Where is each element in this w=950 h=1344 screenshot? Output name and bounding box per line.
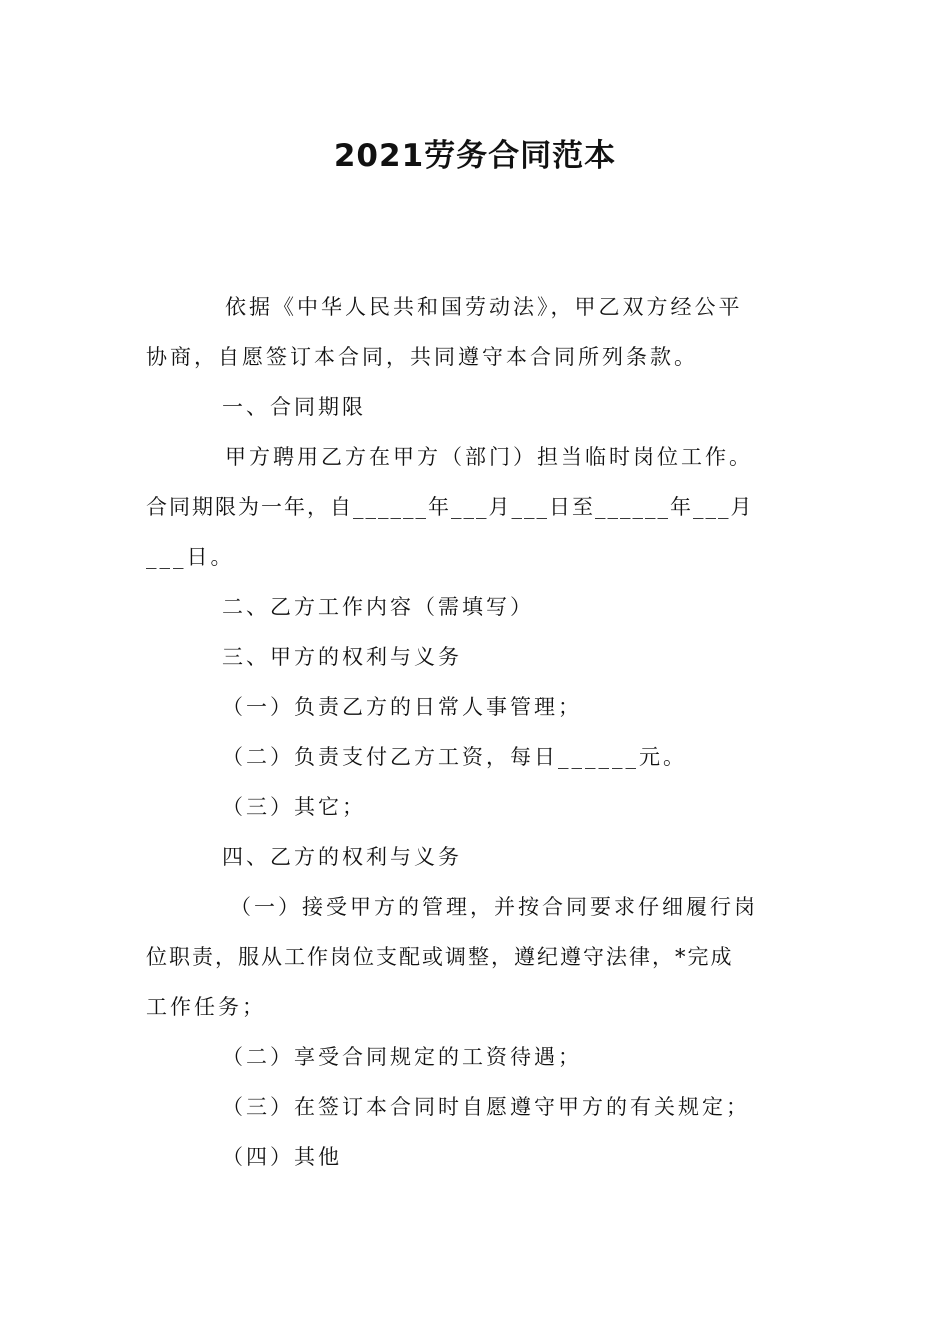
document-title: 2021劳务合同范本 bbox=[333, 138, 617, 174]
intro-line-1: 依据《中华人民共和国劳动法》，甲乙双方经公平 bbox=[225, 295, 743, 319]
party-b-item-1-line-1: （一）接受甲方的管理，并按合同要求仔细履行岗 bbox=[230, 895, 758, 919]
section-heading-2: 二、乙方工作内容（需填写） bbox=[222, 595, 534, 619]
section-heading-3: 三、甲方的权利与义务 bbox=[222, 645, 462, 669]
section-heading-4: 四、乙方的权利与义务 bbox=[222, 845, 462, 869]
term-line-2: 合同期限为一年，自______年___月___日至______年___月 bbox=[146, 495, 754, 519]
party-b-item-2: （二）享受合同规定的工资待遇； bbox=[222, 1045, 582, 1069]
section-heading-1: 一、合同期限 bbox=[222, 395, 366, 419]
party-a-item-3: （三）其它； bbox=[222, 795, 366, 819]
term-line-3: ___日。 bbox=[146, 545, 235, 569]
party-b-item-3: （三）在签订本合同时自愿遵守甲方的有关规定； bbox=[222, 1095, 750, 1119]
party-b-item-1-line-3: 工作任务； bbox=[146, 995, 266, 1019]
intro-line-2: 协商，自愿签订本合同，共同遵守本合同所列条款。 bbox=[146, 345, 698, 369]
party-b-item-1-line-2: 位职责，服从工作岗位支配或调整，遵纪遵守法律，*完成 bbox=[146, 945, 734, 969]
term-line-1: 甲方聘用乙方在甲方（部门）担当临时岗位工作。 bbox=[225, 445, 753, 469]
party-b-item-4: （四）其他 bbox=[222, 1145, 342, 1169]
party-a-item-2: （二）负责支付乙方工资，每日______元。 bbox=[222, 745, 687, 769]
party-a-item-1: （一）负责乙方的日常人事管理； bbox=[222, 695, 582, 719]
